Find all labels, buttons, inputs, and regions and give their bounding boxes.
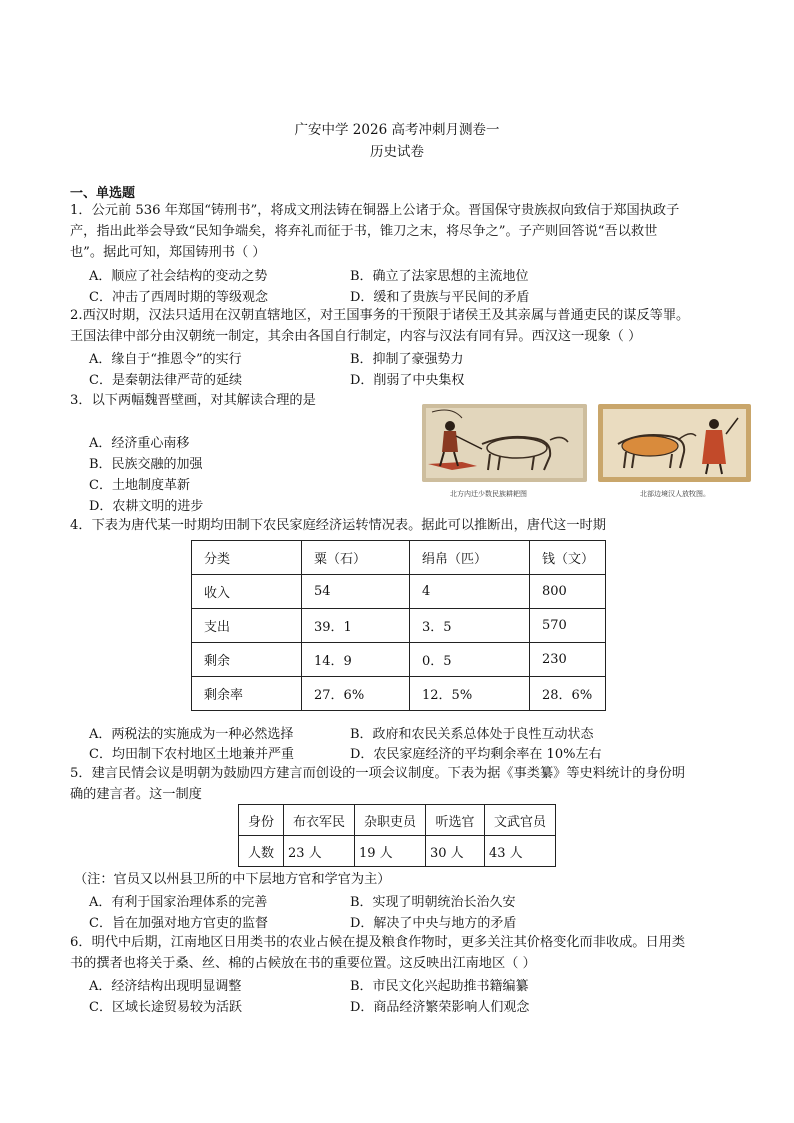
q2-option-a[interactable]: A．缘自于“推恩令”的实行 — [89, 352, 242, 367]
table-cell: 支出 — [192, 609, 302, 643]
table-cell: 剩余 — [192, 643, 302, 677]
q3-option-b[interactable]: B．民族交融的加强 — [89, 457, 203, 472]
table-cell: 28．6% — [530, 677, 606, 711]
ming-suggesters-table — [238, 804, 556, 867]
table-cell: 收入 — [192, 575, 302, 609]
table-cell: 3．5 — [410, 609, 530, 643]
question-1-line-3: 也”。据此可知，郑国铸刑书（ ） — [70, 245, 266, 260]
table-cell: 19 人 — [355, 836, 426, 867]
q1-option-a[interactable]: A．顺应了社会结构的变动之势 — [89, 269, 268, 284]
table-header-row — [192, 541, 606, 575]
q1-option-c[interactable]: C．冲击了西周时期的等级观念 — [89, 290, 268, 305]
table-header-cell: 布衣军民 — [284, 805, 355, 836]
q2-option-c[interactable]: C．是秦朝法律严苛的延续 — [89, 373, 242, 388]
mural-left-caption: 北方内迁少数民族耕耙图 — [450, 490, 527, 498]
q5-option-d[interactable]: D．解决了中央与地方的矛盾 — [350, 916, 517, 931]
q4-option-d[interactable]: D．农民家庭经济的平均剩余率在 10%左右 — [350, 747, 602, 762]
table-row — [239, 836, 556, 867]
table-cell: 4 — [410, 575, 530, 609]
mural-right-caption: 北部边境汉人放牧图。 — [640, 490, 710, 498]
table-cell: 14．9 — [302, 643, 410, 677]
table-header-cell: 钱（文） — [530, 541, 606, 575]
table-row — [192, 643, 606, 677]
q5-option-b[interactable]: B．实现了明朝统治长治久安 — [350, 895, 516, 910]
question-4-line-1: 4．下表为唐代某一时期均田制下农民家庭经济运转情况表。据此可以推断出，唐代这一时期 — [70, 518, 606, 533]
question-6-line-1: 6．明代中后期，江南地区日用类书的农业占候在提及粮食作物时，更多关注其价格变化而非收成。日用类 — [70, 935, 686, 950]
table-header-cell: 粟（石） — [302, 541, 410, 575]
table-cell: 剩余率 — [192, 677, 302, 711]
table-cell: 570 — [530, 609, 606, 643]
question-2-line-1: 2.西汉时期，汉法只适用在汉朝直辖地区，对王国事务的干预限于诸侯王及其亲属与普通吏民的谋反等罪。 — [70, 308, 690, 323]
table-cell: 30 人 — [426, 836, 485, 867]
question-5-line-1: 5．建言民情会议是明朝为鼓励四方建言而创设的一项会议制度。下表为据《事类纂》等史料统计的身份明 — [70, 766, 686, 781]
table-header-cell: 杂职吏员 — [355, 805, 426, 836]
table-row — [192, 677, 606, 711]
table-cell: 人数 — [239, 836, 284, 867]
table-cell: 27．6% — [302, 677, 410, 711]
q4-option-a[interactable]: A．两税法的实施成为一种必然选择 — [89, 727, 294, 742]
table-cell: 0．5 — [410, 643, 530, 677]
mural-herding-image — [598, 404, 751, 482]
table-cell: 23 人 — [284, 836, 355, 867]
q5-note: （注：官员又以州县卫所的中下层地方官和学官为主） — [74, 872, 391, 887]
table-cell: 230 — [530, 643, 606, 677]
q6-option-d[interactable]: D．商品经济繁荣影响人们观念 — [350, 1000, 530, 1015]
section-heading: 一、单选题 — [70, 186, 136, 201]
q5-option-c[interactable]: C．旨在加强对地方官吏的监督 — [89, 916, 268, 931]
q1-option-d[interactable]: D．缓和了贵族与平民间的矛盾 — [350, 290, 530, 305]
q2-option-d[interactable]: D．削弱了中央集权 — [350, 373, 465, 388]
mural-plowing-image — [422, 404, 587, 482]
question-2-line-2: 王国法律中部分由汉朝统一制定，其余由各国自行制定，内容与汉法有同有异。西汉这一现象（ ） — [70, 329, 642, 344]
q4-option-c[interactable]: C．均田制下农村地区土地兼并严重 — [89, 747, 294, 762]
q6-option-c[interactable]: C．区域长途贸易较为活跃 — [89, 1000, 242, 1015]
table-header-cell: 文武官员 — [485, 805, 556, 836]
q4-option-b[interactable]: B．政府和农民关系总体处于良性互动状态 — [350, 727, 594, 742]
q3-option-a[interactable]: A．经济重心南移 — [89, 436, 190, 451]
tang-economy-table — [191, 540, 606, 711]
question-5-line-2: 确的建言者。这一制度 — [70, 787, 202, 802]
q3-option-d[interactable]: D．农耕文明的进步 — [89, 499, 204, 514]
table-header-cell: 听选官 — [426, 805, 485, 836]
q2-option-b[interactable]: B．抑制了豪强势力 — [350, 352, 464, 367]
table-cell: 54 — [302, 575, 410, 609]
q5-option-a[interactable]: A．有利于国家治理体系的完善 — [89, 895, 268, 910]
table-row — [192, 575, 606, 609]
exam-subject: 历史试卷 — [370, 144, 424, 160]
table-cell: 43 人 — [485, 836, 556, 867]
q1-option-b[interactable]: B．确立了法家思想的主流地位 — [350, 269, 529, 284]
q6-option-a[interactable]: A．经济结构出现明显调整 — [89, 979, 242, 994]
question-6-line-2: 书的撰者也将关于桑、丝、棉的占候放在书的重要位置。这反映出江南地区（ ） — [70, 956, 536, 971]
question-1-line-2: 产，指出此举会导致“民知争端矣，将弃礼而征于书，锥刀之末，将尽争之”。子产则回答说“吾以救世 — [70, 224, 658, 239]
table-row — [192, 609, 606, 643]
q3-option-c[interactable]: C．土地制度革新 — [89, 478, 190, 493]
q6-option-b[interactable]: B．市民文化兴起助推书籍编纂 — [350, 979, 529, 994]
table-cell: 39．1 — [302, 609, 410, 643]
table-cell: 12．5% — [410, 677, 530, 711]
table-cell: 800 — [530, 575, 606, 609]
exam-title: 广安中学 2026 高考冲刺月测卷一 — [294, 122, 500, 138]
question-1-line-1: 1．公元前 536 年郑国“铸刑书”，将成文刑法铸在铜器上公诸于众。晋国保守贵族叔向致信于郑国执政子 — [70, 203, 680, 218]
table-header-cell: 身份 — [239, 805, 284, 836]
question-3-line-1: 3．以下两幅魏晋壁画，对其解读合理的是 — [70, 393, 316, 408]
table-header-row — [239, 805, 556, 836]
table-header-cell: 绢帛（匹） — [410, 541, 530, 575]
table-header-cell: 分类 — [192, 541, 302, 575]
